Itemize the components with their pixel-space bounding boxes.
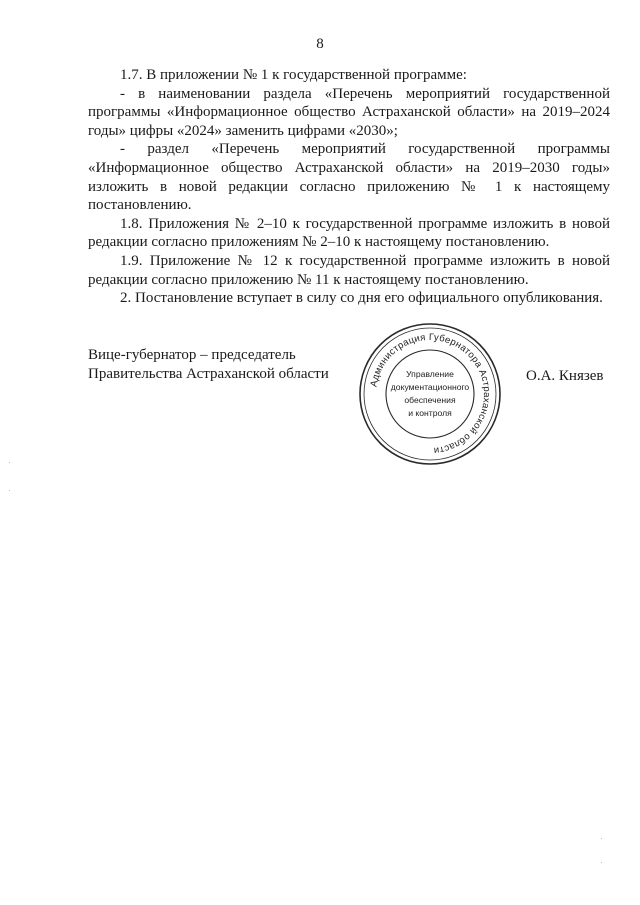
seal-stamp-graphic	[356, 320, 504, 468]
signatory-position	[88, 346, 329, 383]
signatory-position-line-1: Вице-губернатор – председатель	[88, 347, 296, 363]
seal-inner-line-3: обеспечения	[404, 395, 456, 405]
seal-inner-line-1: Управление	[406, 369, 454, 379]
official-seal	[356, 320, 504, 468]
paragraph-1-8: 1.8. Приложения № 2–10 к государственной программе изложить в новой редакции согласно приложениям № 2–10 к настоящему постановлению.	[88, 215, 610, 251]
scan-artifact	[9, 490, 10, 491]
document-body	[88, 66, 610, 308]
signatory-position-line-2: Правительства Астраханской области	[88, 365, 329, 382]
seal-inner-line-4: и контроля	[408, 408, 452, 418]
paragraph-2: 2. Постановление вступает в силу со дня его официального опубликования.	[120, 290, 603, 307]
scan-artifact	[601, 862, 602, 863]
paragraph-1-7-item-2: - раздел «Перечень мероприятий государственной программы «Информационное общество Астраханской области» на 2019–2030 годы» изложить в новой редакции согласно приложению № 1 к настоящему постановлению.	[88, 141, 610, 214]
seal-inner-line-2: документационного	[390, 382, 470, 392]
scan-artifact	[601, 838, 602, 839]
paragraph-1-7-item-1: - в наименовании раздела «Перечень мероприятий государственной программы «Информационное общество Астраханской области» на 2019–2024 годы» цифры «2024» заменить цифрами «2030»;	[88, 85, 610, 139]
paragraph-1-7: 1.7. В приложении № 1 к государственной программе:	[120, 67, 467, 83]
paragraph-1-9: 1.9. Приложение № 12 к государственной программе изложить в новой редакции согласно приложению № 11 к настоящему постановлению.	[88, 252, 610, 288]
page-number: 8	[316, 36, 324, 52]
scan-artifact	[9, 462, 10, 463]
seal-ring-text: Администрация Губернатора Астраханской области	[368, 331, 493, 456]
signatory-name: О.А. Князев	[526, 368, 604, 384]
